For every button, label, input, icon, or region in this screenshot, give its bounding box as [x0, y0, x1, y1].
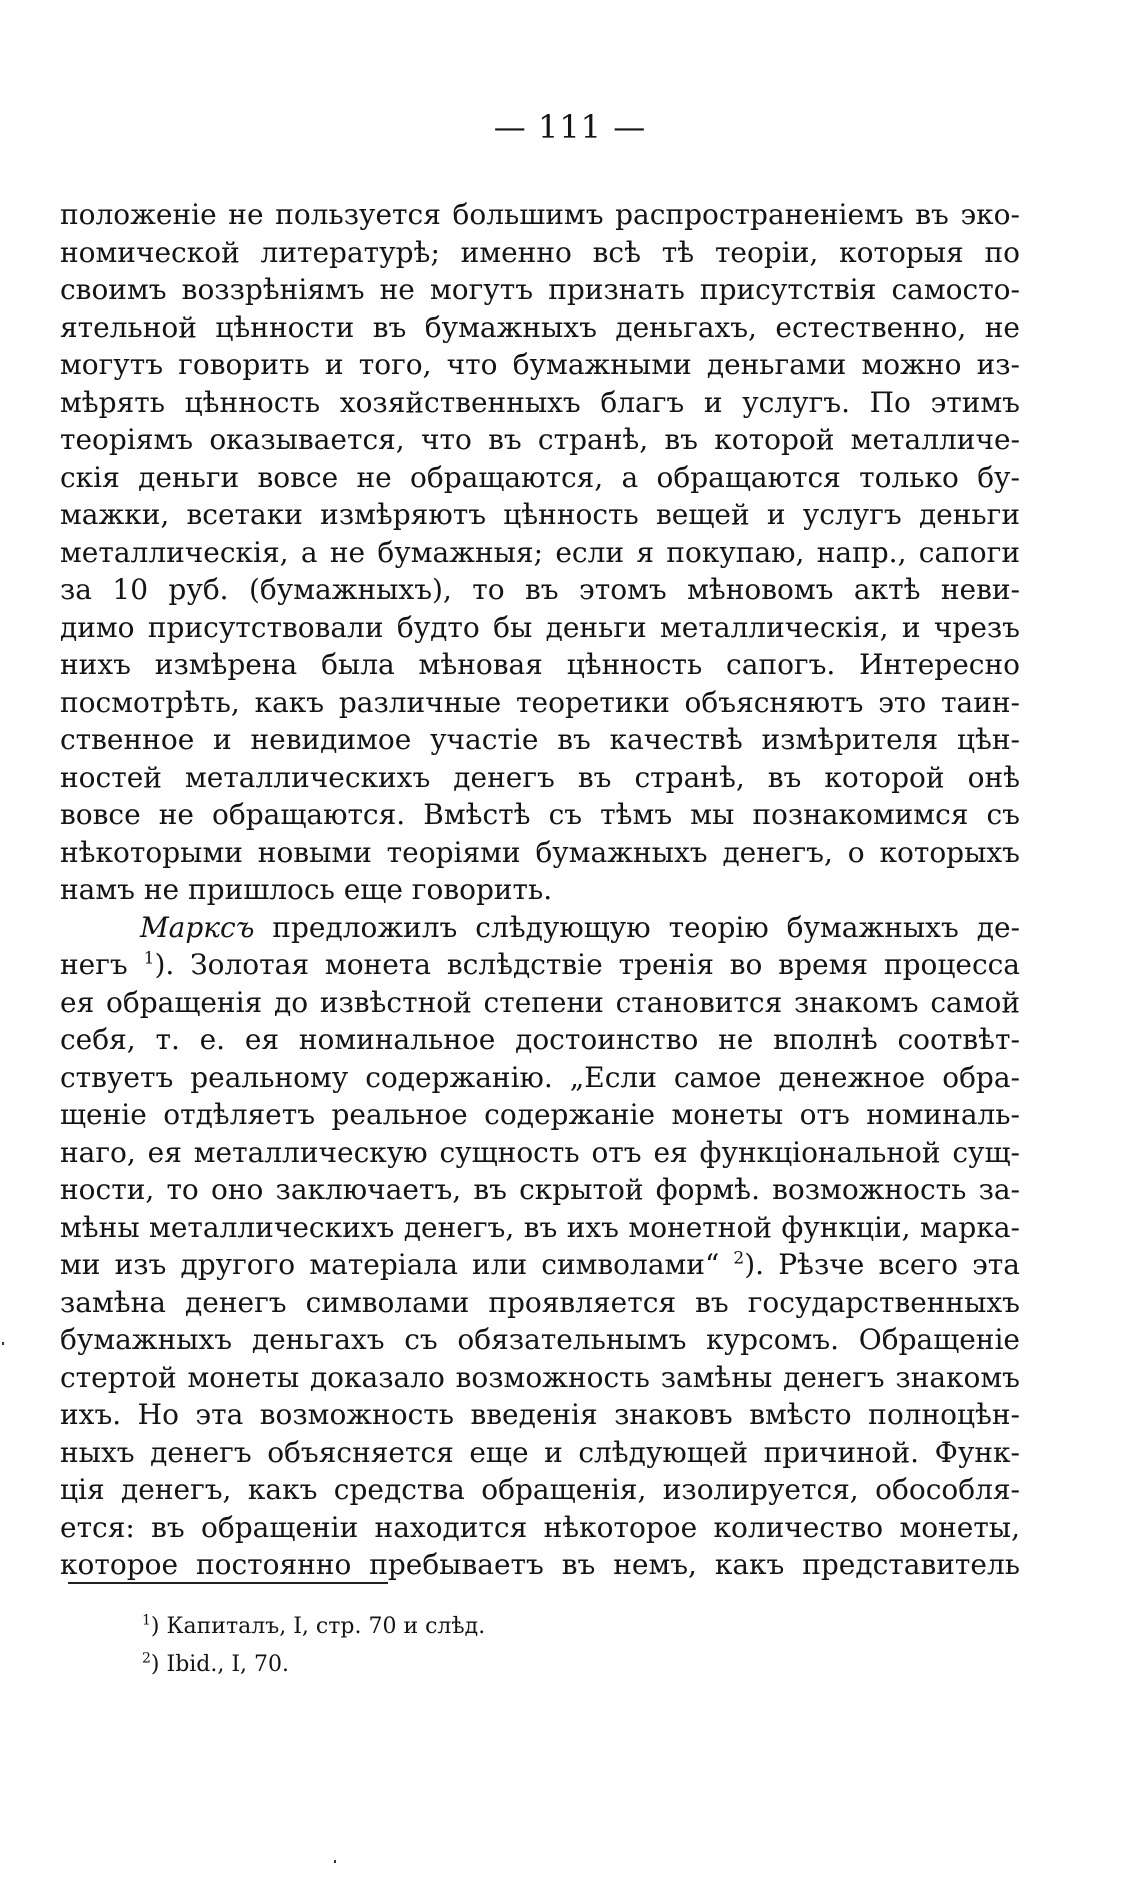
- footnote: [142, 1612, 1022, 1642]
- paragraph: [60, 909, 1020, 1584]
- text-line: наго, ея металлическую сущность отъ ея функціональной сущ-: [60, 1135, 1020, 1169]
- text-line: мажки, всетаки измѣряютъ цѣнность вещей и услугъ деньги: [60, 498, 1020, 531]
- text-span: ). Рѣзче всего эта: [744, 1248, 1020, 1281]
- text-line: мѣрять цѣнность хозяйственныхъ благъ и услугъ. По этимъ: [60, 385, 1020, 419]
- text-line: ности, то оно заключаетъ, въ скрытой формѣ. возможность за-: [60, 1173, 1020, 1206]
- footnote-reference: 2: [733, 1248, 745, 1269]
- text-line: теоріямъ оказывается, что въ странѣ, въ которой металличе-: [60, 423, 1020, 456]
- page-number: — 111 —: [493, 108, 647, 146]
- author-name: Марксъ: [140, 910, 255, 944]
- text-line: [60, 1246, 1020, 1284]
- text-line: замѣна денегъ символами проявляется въ государственныхъ: [60, 1285, 1020, 1319]
- text-line: [60, 946, 1020, 984]
- text-line: ихъ. Но эта возможность введенія знаковъ вмѣсто полноцѣн-: [60, 1398, 1020, 1431]
- text-span: ми изъ другого матеріала или символами“: [60, 1248, 734, 1281]
- footnote-text: ) Капиталъ, I, стр. 70 и слѣд.: [150, 1614, 486, 1639]
- footnote-rule: [68, 1582, 388, 1584]
- text-line: которое постоянно пребываетъ въ немъ, какъ представитель: [60, 1548, 1020, 1581]
- text-span: предложилъ слѣдующую теорію бумажныхъ де-: [254, 910, 1020, 944]
- footnote-text: ) Ibid., I, 70.: [150, 1652, 290, 1677]
- paragraph: [60, 196, 1020, 909]
- text-line: посмотрѣть, какъ различные теоретики объясняютъ это таин-: [60, 685, 1020, 719]
- text-line: намъ не пришлось еще говорить.: [60, 873, 553, 906]
- text-line: ція денегъ, какъ средства обращенія, изолируется, обособля-: [60, 1473, 1020, 1506]
- text-line: ственное и невидимое участіе въ качествѣ измѣрителя цѣн-: [60, 723, 1020, 756]
- text-line: вовсе не обращаются. Вмѣстѣ съ тѣмъ мы познакомимся съ: [60, 798, 1020, 831]
- text-line: скія деньги вовсе не обращаются, а обращаются только бу-: [60, 460, 1020, 494]
- text-line: номической литературѣ; именно всѣ тѣ теоріи, которыя по: [60, 235, 1020, 269]
- text-line: металлическія, а не бумажныя; если я покупаю, напр., сапоги: [60, 535, 1020, 569]
- text-line: мѣны металлическихъ денегъ, въ ихъ монетной функціи, марка-: [60, 1210, 1020, 1244]
- text-line: ется: въ обращеніи находится нѣкоторое количество монеты,: [60, 1510, 1020, 1544]
- footnote-marker: 2: [142, 1650, 151, 1667]
- footnote: [142, 1650, 1022, 1680]
- text-span: ). Золотая монета вслѣдствіе тренія во время процесса: [154, 948, 1020, 981]
- text-line: стертой монеты доказало возможность замѣны денегъ знакомъ: [60, 1360, 1020, 1394]
- text-line: себя, т. е. ея номинальное достоинство не вполнѣ соотвѣт-: [60, 1023, 1020, 1056]
- text-line: бумажныхъ деньгахъ съ обязательнымъ курсомъ. Обращеніе: [60, 1323, 1020, 1356]
- text-line: нихъ измѣрена была мѣновая цѣнность сапогъ. Интересно: [60, 648, 1020, 681]
- text-line: ствуетъ реальному содержанію. „Если самое денежное обра-: [60, 1060, 1020, 1094]
- text-line: ностей металлическихъ денегъ въ странѣ, въ которой онѣ: [60, 760, 1020, 794]
- body-text: [60, 196, 1020, 1584]
- text-line: за 10 руб. (бумажныхъ), то въ этомъ мѣновомъ актѣ неви-: [60, 573, 1020, 606]
- text-line: своимъ воззрѣніямъ не могутъ признать присутствія самосто-: [60, 273, 1020, 306]
- text-line: ея обращенія до извѣстной степени становится знакомъ самой: [60, 985, 1020, 1019]
- text-line: [60, 909, 1020, 947]
- footnote-marker: 1: [142, 1612, 151, 1629]
- footnote-reference: 1: [143, 948, 155, 969]
- text-line: ныхъ денегъ объясняется еще и слѣдующей причиной. Функ-: [60, 1435, 1020, 1469]
- print-speck: [2, 1342, 4, 1345]
- print-speck: [334, 1860, 336, 1863]
- text-line: нѣкоторыми новыми теоріями бумажныхъ денегъ, о которыхъ: [60, 835, 1020, 869]
- text-line: ятельной цѣнности въ бумажныхъ деньгахъ, естественно, не: [60, 310, 1020, 344]
- text-span: негъ: [60, 948, 144, 981]
- text-line: димо присутствовали будто бы деньги металлическія, и чрезъ: [60, 610, 1020, 644]
- text-line: щеніе отдѣляетъ реальное содержаніе монеты отъ номиналь-: [60, 1098, 1020, 1131]
- text-line: положеніе не пользуется большимъ распространеніемъ въ эко-: [60, 198, 1020, 231]
- footnotes: [142, 1612, 1022, 1688]
- text-line: могутъ говорить и того, что бумажными деньгами можно из-: [60, 348, 1020, 381]
